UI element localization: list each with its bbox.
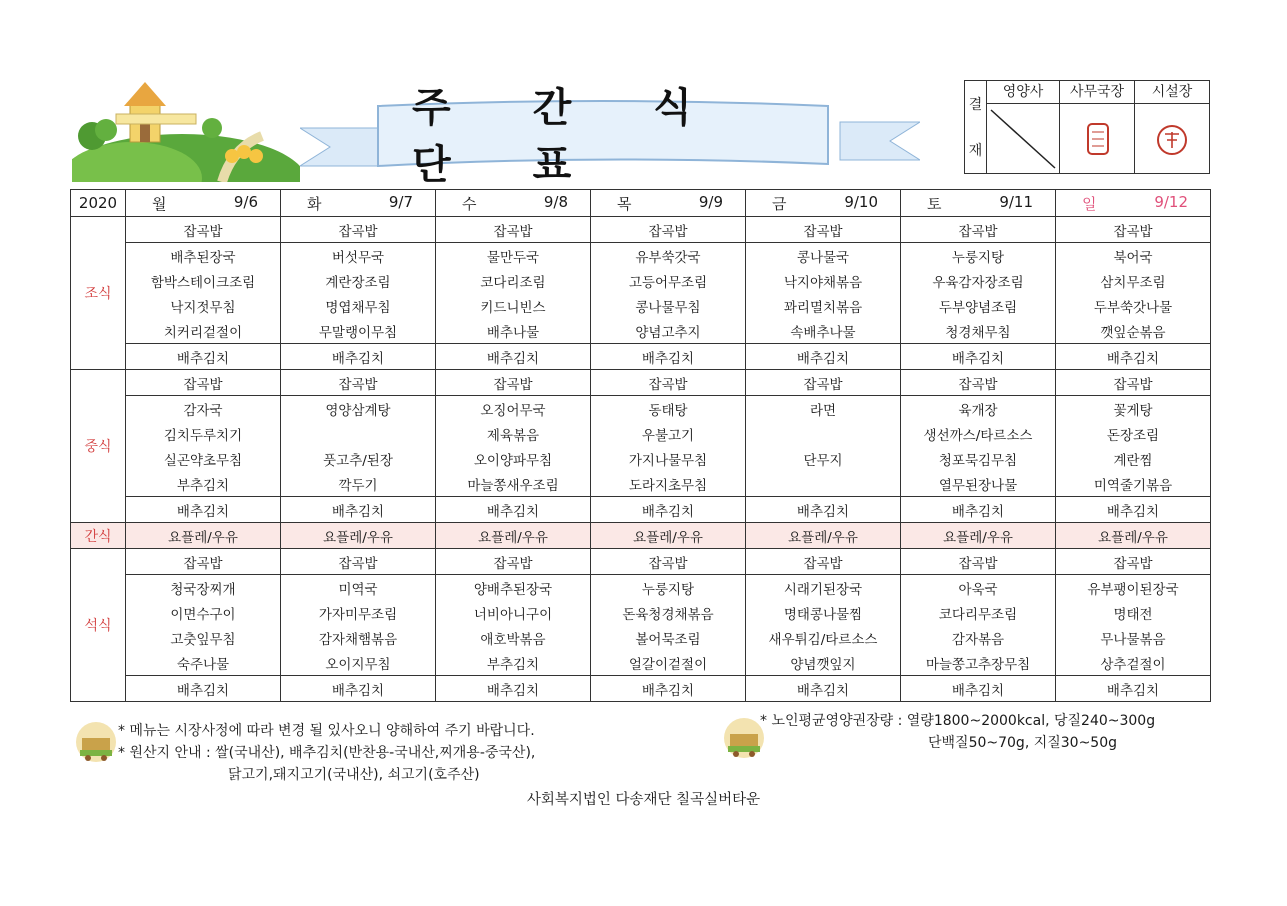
menu-item: 부추김치 xyxy=(436,650,591,676)
nutrition-note-detail: 단백질50~70g, 지질30~50g xyxy=(928,735,1118,751)
menu-item: 두부쑥갓나물 xyxy=(1056,293,1211,318)
day-header-content xyxy=(901,193,1055,214)
meal-row xyxy=(71,293,1211,318)
meal-row xyxy=(71,497,1211,523)
menu-item: 잡곡밥 xyxy=(126,549,281,575)
menu-item: 계란찜 xyxy=(1056,446,1211,471)
menu-item: 꽃게탕 xyxy=(1056,396,1211,422)
menu-item: 요플레/우유 xyxy=(436,523,591,549)
day-name: 금 xyxy=(772,194,787,213)
menu-item: 코다리조림 xyxy=(436,268,591,293)
menu-item: 배추김치 xyxy=(746,344,901,370)
menu-item: 양념깻잎지 xyxy=(746,650,901,676)
menu-item: 콩나물국 xyxy=(746,243,901,269)
day-date: 9/12 xyxy=(1154,192,1188,211)
meal-label: 조식 xyxy=(71,217,126,370)
menu-item: 명엽채무침 xyxy=(281,293,436,318)
menu-item: 누룽지탕 xyxy=(591,575,746,601)
menu-item: 단무지 xyxy=(746,446,901,471)
menu-item: 잡곡밥 xyxy=(901,370,1056,396)
meal-row xyxy=(71,421,1211,446)
nutrition-note: * 노인평균영양권장량 : 열량1800~2000kcal, 당질240~300g xyxy=(760,713,1156,729)
meal-row xyxy=(71,549,1211,575)
menu-item: 감자채햄볶음 xyxy=(281,625,436,650)
menu-item xyxy=(281,421,436,446)
meal-row xyxy=(71,268,1211,293)
day-header xyxy=(281,190,436,217)
menu-item: 도라지초무침 xyxy=(591,471,746,497)
menu-item: 미역국 xyxy=(281,575,436,601)
menu-item: 잡곡밥 xyxy=(591,217,746,243)
approval-label-top: 결 xyxy=(968,97,983,113)
menu-item: 두부양념조림 xyxy=(901,293,1056,318)
menu-item: 가지나물무침 xyxy=(591,446,746,471)
meal-row xyxy=(71,396,1211,422)
menu-item: 배추된장국 xyxy=(126,243,281,269)
menu-item: 잡곡밥 xyxy=(436,217,591,243)
menu-item: 키드니빈스 xyxy=(436,293,591,318)
menu-item: 유부쑥갓국 xyxy=(591,243,746,269)
menu-item: 잡곡밥 xyxy=(746,217,901,243)
menu-item: 배추김치 xyxy=(901,497,1056,523)
origin-note: * 원산지 안내 : 쌀(국내산), 배추김치(반찬용-국내산,찌개용-중국산), xyxy=(118,745,536,761)
menu-item: 배추김치 xyxy=(901,676,1056,702)
approval-nutritionist xyxy=(987,81,1060,173)
meal-label: 석식 xyxy=(71,549,126,702)
seal-icon xyxy=(1135,104,1209,174)
menu-item: 삼치무조림 xyxy=(1056,268,1211,293)
menu-item: 치커리겉절이 xyxy=(126,318,281,344)
menu-item: 잡곡밥 xyxy=(1056,217,1211,243)
menu-item: 돈육청경채볶음 xyxy=(591,600,746,625)
small-farm-icon xyxy=(74,720,118,764)
menu-item: 시래기된장국 xyxy=(746,575,901,601)
day-name: 목 xyxy=(617,194,632,213)
day-name: 수 xyxy=(462,194,477,213)
menu-item: 배추김치 xyxy=(126,676,281,702)
menu-item: 속배추나물 xyxy=(746,318,901,344)
menu-item: 상추겉절이 xyxy=(1056,650,1211,676)
page-title: 주 간 식 단 표 xyxy=(412,85,726,188)
day-header-content xyxy=(746,193,900,214)
menu-item: 우육감자장조림 xyxy=(901,268,1056,293)
menu-item: 볼어묵조림 xyxy=(591,625,746,650)
menu-item: 고등어무조림 xyxy=(591,268,746,293)
day-name: 토 xyxy=(927,194,942,213)
menu-item: 잡곡밥 xyxy=(281,370,436,396)
approval-header: 사무국장 xyxy=(1060,81,1134,104)
menu-item: 배추김치 xyxy=(436,497,591,523)
menu-item: 누룽지탕 xyxy=(901,243,1056,269)
menu-item: 열무된장나물 xyxy=(901,471,1056,497)
menu-item: 요플레/우유 xyxy=(281,523,436,549)
meal-row xyxy=(71,471,1211,497)
menu-item: 배추김치 xyxy=(1056,497,1211,523)
menu-item: 아욱국 xyxy=(901,575,1056,601)
menu-item: 요플레/우유 xyxy=(591,523,746,549)
menu-item: 동태탕 xyxy=(591,396,746,422)
day-header xyxy=(1056,190,1211,217)
menu-item: 계란장조림 xyxy=(281,268,436,293)
menu-item: 배추김치 xyxy=(746,676,901,702)
meal-row xyxy=(71,625,1211,650)
menu-item: 잡곡밥 xyxy=(591,549,746,575)
menu-item: 생선까스/타르소스 xyxy=(901,421,1056,446)
menu-item: 배추김치 xyxy=(901,344,1056,370)
year-cell: 2020 xyxy=(71,190,126,217)
menu-item: 양배추된장국 xyxy=(436,575,591,601)
approval-header: 시설장 xyxy=(1135,81,1209,104)
stamp-icon xyxy=(1060,104,1134,174)
day-header xyxy=(436,190,591,217)
day-header-content xyxy=(436,193,590,214)
menu-item: 잡곡밥 xyxy=(436,370,591,396)
snack-row xyxy=(71,523,1211,549)
menu-item: 배추김치 xyxy=(436,676,591,702)
menu-item: 오징어무국 xyxy=(436,396,591,422)
menu-item: 오이양파무침 xyxy=(436,446,591,471)
menu-item: 잡곡밥 xyxy=(746,549,901,575)
menu-item: 풋고추/된장 xyxy=(281,446,436,471)
menu-item: 꽈리멸치볶음 xyxy=(746,293,901,318)
menu-item: 배추김치 xyxy=(436,344,591,370)
menu-item: 감자볶음 xyxy=(901,625,1056,650)
meal-row xyxy=(71,676,1211,702)
menu-item: 배추김치 xyxy=(1056,676,1211,702)
meal-row xyxy=(71,243,1211,269)
menu-item: 무나물볶음 xyxy=(1056,625,1211,650)
menu-item: 낙지야채볶음 xyxy=(746,268,901,293)
day-name: 화 xyxy=(307,194,322,213)
menu-item: 부추김치 xyxy=(126,471,281,497)
menu-item: 청경채무침 xyxy=(901,318,1056,344)
meal-row xyxy=(71,600,1211,625)
day-header-content xyxy=(281,193,435,214)
menu-item: 버섯무국 xyxy=(281,243,436,269)
menu-item: 실곤약초무침 xyxy=(126,446,281,471)
menu-item: 잡곡밥 xyxy=(1056,549,1211,575)
day-date: 9/11 xyxy=(999,192,1033,211)
meal-label: 중식 xyxy=(71,370,126,523)
menu-item: 감자국 xyxy=(126,396,281,422)
menu-item: 우불고기 xyxy=(591,421,746,446)
menu-item: 오이지무침 xyxy=(281,650,436,676)
menu-item: 잡곡밥 xyxy=(746,370,901,396)
day-header xyxy=(591,190,746,217)
menu-item: 낙지젓무침 xyxy=(126,293,281,318)
menu-item: 명태전 xyxy=(1056,600,1211,625)
menu-item: 잡곡밥 xyxy=(901,217,1056,243)
meal-row xyxy=(71,318,1211,344)
menu-item: 청포묵김무침 xyxy=(901,446,1056,471)
menu-item: 함박스테이크조림 xyxy=(126,268,281,293)
menu-item: 잡곡밥 xyxy=(126,370,281,396)
signature-line xyxy=(987,104,1059,174)
menu-item: 양념고추지 xyxy=(591,318,746,344)
origin-note-meat: 닭고기,돼지고기(국내산), 쇠고기(호주산) xyxy=(228,767,480,783)
menu-item: 김치두루치기 xyxy=(126,421,281,446)
meal-row xyxy=(71,217,1211,243)
menu-item xyxy=(746,471,901,497)
day-date: 9/8 xyxy=(543,192,568,211)
meal-row xyxy=(71,344,1211,370)
menu-item: 숙주나물 xyxy=(126,650,281,676)
menu-item: 배추김치 xyxy=(281,344,436,370)
day-header xyxy=(746,190,901,217)
menu-item: 미역줄기볶음 xyxy=(1056,471,1211,497)
menu-item: 잡곡밥 xyxy=(281,549,436,575)
menu-item: 물만두국 xyxy=(436,243,591,269)
menu-item: 애호박볶음 xyxy=(436,625,591,650)
approval-head xyxy=(1135,81,1209,173)
menu-item: 청국장찌개 xyxy=(126,575,281,601)
menu-item: 라면 xyxy=(746,396,901,422)
day-header xyxy=(901,190,1056,217)
menu-item: 배추김치 xyxy=(1056,344,1211,370)
menu-item: 배추김치 xyxy=(591,676,746,702)
menu-item: 고춧잎무침 xyxy=(126,625,281,650)
farm-illustration xyxy=(72,78,300,182)
menu-item: 너비아니구이 xyxy=(436,600,591,625)
menu-item: 육개장 xyxy=(901,396,1056,422)
header-row xyxy=(71,190,1211,217)
menu-item: 배추김치 xyxy=(281,497,436,523)
day-date: 9/6 xyxy=(233,192,258,211)
menu-item: 배추김치 xyxy=(746,497,901,523)
menu-item: 배추김치 xyxy=(126,497,281,523)
meal-row xyxy=(71,370,1211,396)
menu-item: 배추김치 xyxy=(126,344,281,370)
menu-item: 제육볶음 xyxy=(436,421,591,446)
menu-item: 잡곡밥 xyxy=(281,217,436,243)
approval-label-bottom: 재 xyxy=(968,143,983,159)
approval-director xyxy=(1060,81,1135,173)
menu-item: 잡곡밥 xyxy=(436,549,591,575)
menu-item: 마늘쫑고추장무침 xyxy=(901,650,1056,676)
menu-item: 요플레/우유 xyxy=(901,523,1056,549)
meal-row xyxy=(71,575,1211,601)
weekly-menu-table xyxy=(70,189,1211,702)
menu-change-note: * 메뉴는 시장사정에 따라 변경 될 있사오니 양해하여 주기 바랍니다. xyxy=(118,723,535,739)
menu-item: 배추김치 xyxy=(281,676,436,702)
menu-item: 마늘쫑새우조림 xyxy=(436,471,591,497)
day-header-content xyxy=(1056,193,1210,214)
menu-item: 콩나물무침 xyxy=(591,293,746,318)
menu-item: 영양삼계탕 xyxy=(281,396,436,422)
menu-item: 잡곡밥 xyxy=(591,370,746,396)
day-header xyxy=(126,190,281,217)
approval-box xyxy=(964,80,1210,174)
menu-item: 잡곡밥 xyxy=(126,217,281,243)
menu-item xyxy=(746,421,901,446)
day-date: 9/9 xyxy=(698,192,723,211)
menu-item: 이면수구이 xyxy=(126,600,281,625)
meal-row xyxy=(71,446,1211,471)
menu-item: 명태콩나물찜 xyxy=(746,600,901,625)
meal-row xyxy=(71,650,1211,676)
day-date: 9/10 xyxy=(844,192,878,211)
menu-item: 북어국 xyxy=(1056,243,1211,269)
menu-item: 가자미무조림 xyxy=(281,600,436,625)
menu-item: 요플레/우유 xyxy=(746,523,901,549)
day-header-content xyxy=(126,193,280,214)
menu-item: 돈장조림 xyxy=(1056,421,1211,446)
menu-item: 배추나물 xyxy=(436,318,591,344)
menu-item: 잡곡밥 xyxy=(901,549,1056,575)
day-date: 9/7 xyxy=(388,192,413,211)
menu-item: 코다리무조림 xyxy=(901,600,1056,625)
menu-item: 배추김치 xyxy=(591,497,746,523)
organization-name: 사회복지법인 다송재단 칠곡실버타운 xyxy=(526,792,761,808)
menu-item: 깻잎순볶음 xyxy=(1056,318,1211,344)
approval-row-label xyxy=(965,81,987,173)
menu-item: 무말랭이무침 xyxy=(281,318,436,344)
day-name: 일 xyxy=(1082,194,1097,213)
menu-item: 유부팽이된장국 xyxy=(1056,575,1211,601)
menu-item: 요플레/우유 xyxy=(126,523,281,549)
menu-item: 잡곡밥 xyxy=(1056,370,1211,396)
day-name: 월 xyxy=(152,194,167,213)
day-header-content xyxy=(591,193,745,214)
meal-label: 간식 xyxy=(71,523,126,549)
menu-item: 요플레/우유 xyxy=(1056,523,1211,549)
approval-header: 영양사 xyxy=(987,81,1059,104)
menu-item: 얼갈이겉절이 xyxy=(591,650,746,676)
menu-item: 새우튀김/타르소스 xyxy=(746,625,901,650)
menu-item: 배추김치 xyxy=(591,344,746,370)
menu-item: 깍두기 xyxy=(281,471,436,497)
